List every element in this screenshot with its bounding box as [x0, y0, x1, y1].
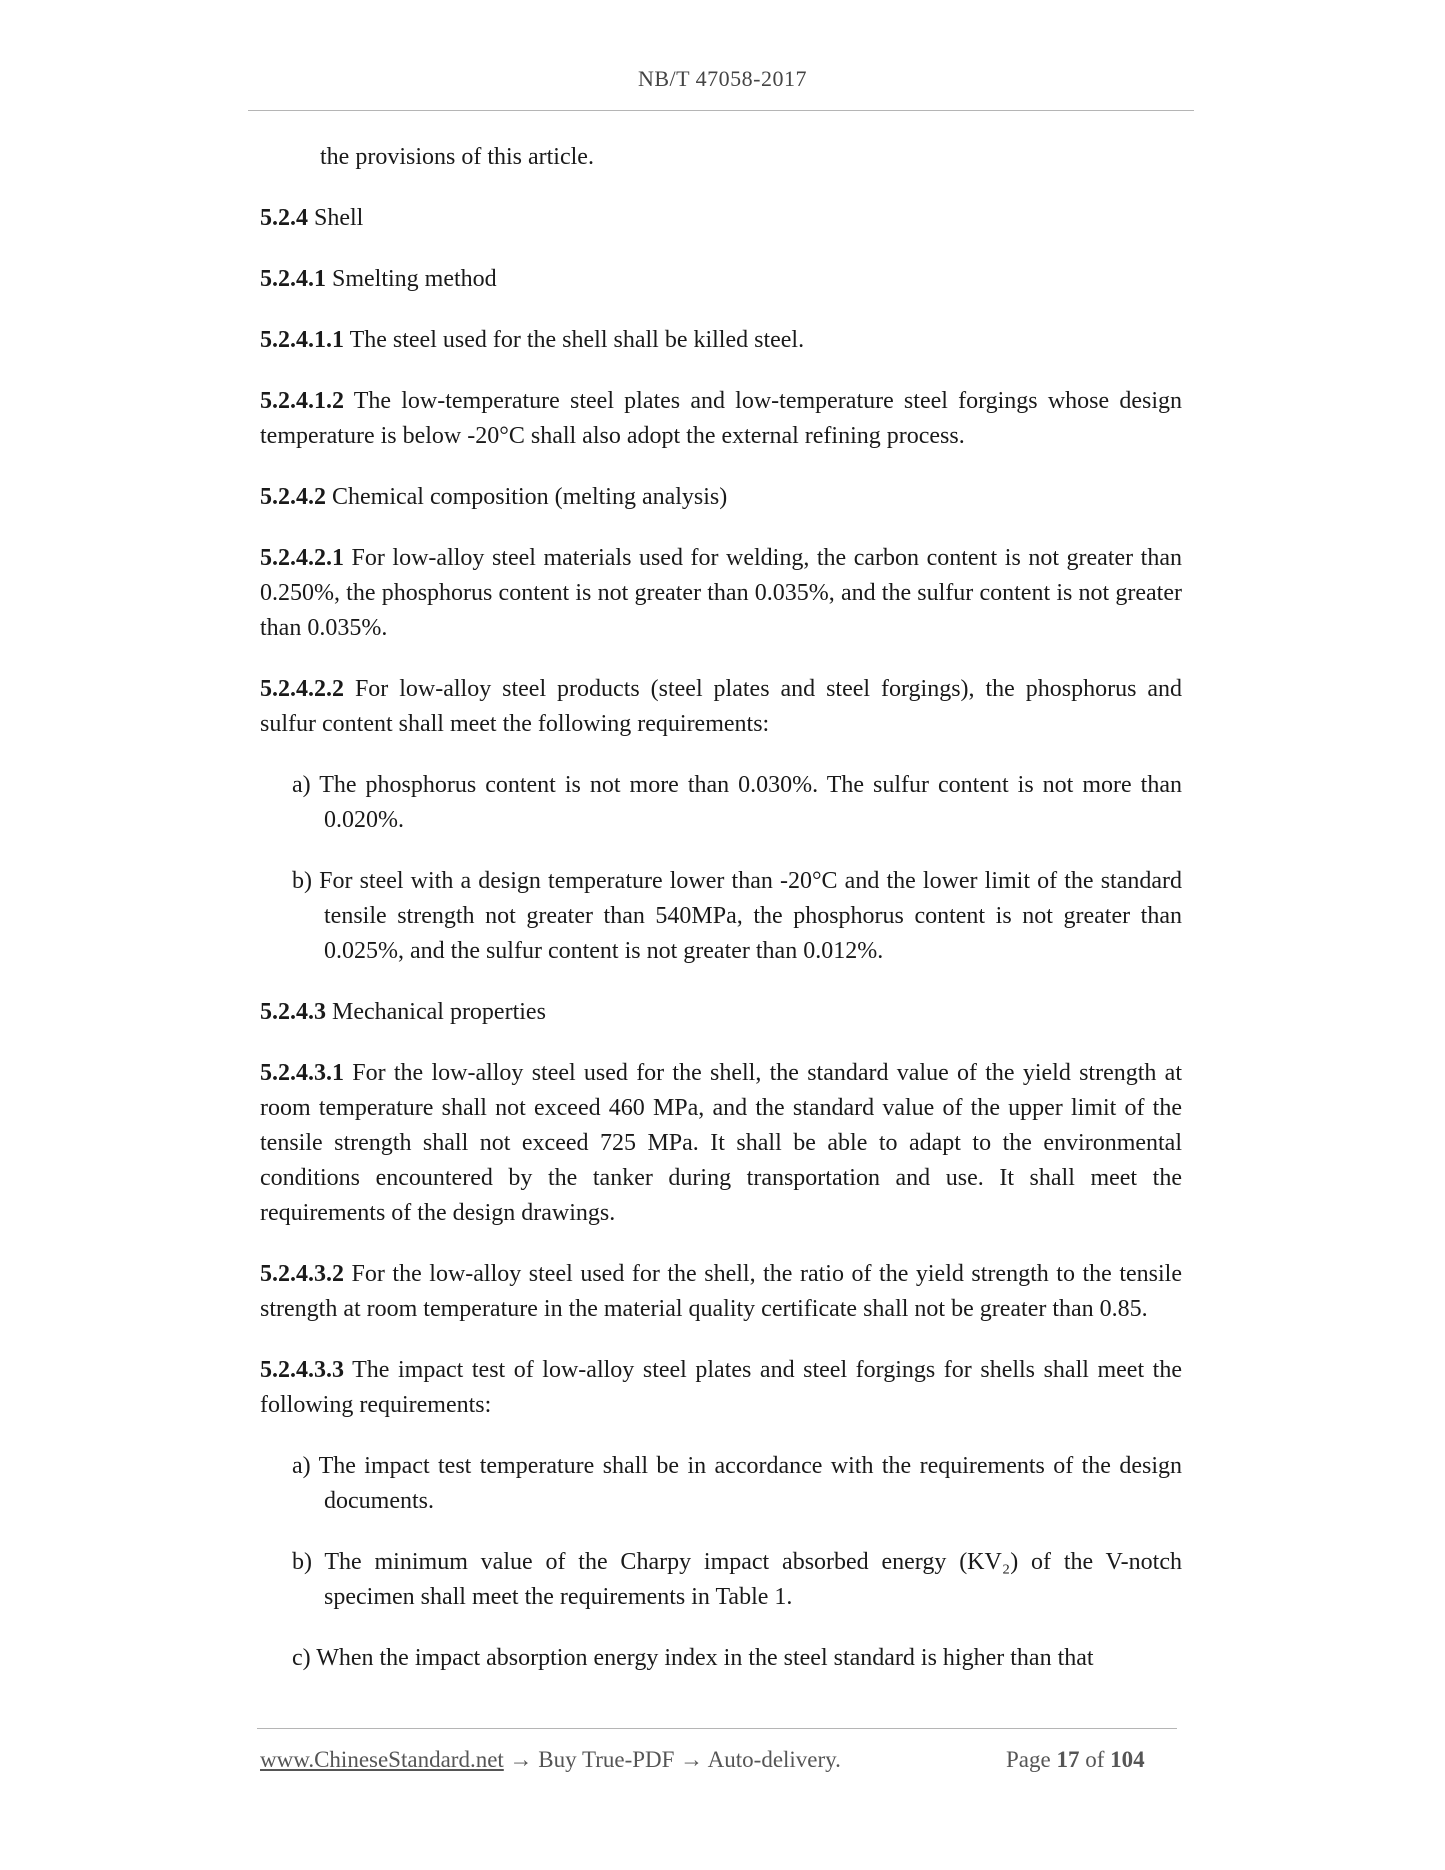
clause-text: The steel used for the shell shall be killed steel.	[344, 327, 805, 353]
footer-divider	[257, 1728, 1177, 1729]
section-5-2-4-3-3	[260, 1353, 1182, 1423]
section-5-2-4	[260, 201, 1182, 236]
section-5-2-4-1-1	[260, 323, 1182, 358]
list-item: b) The minimum value of the Charpy impact absorbed energy (KV₂) of the V-notch specimen shall meet the requirements in Table 1.	[292, 1549, 1182, 1610]
page-number: 17	[1056, 1747, 1080, 1772]
clause-number: 5.2.4.1.2	[260, 388, 344, 414]
section-5-2-4-1-2	[260, 384, 1182, 454]
page-body	[260, 140, 1182, 1702]
clause-text: For the low-alloy steel used for the shell, the ratio of the yield strength to the tensile strength at room temperature in the material quality certificate shall not be greater than 0.85.	[260, 1261, 1182, 1322]
clause-number: 5.2.4.1.1	[260, 327, 344, 353]
section-5-2-4-2-1	[260, 541, 1182, 646]
clause-text: For the low-alloy steel used for the shell, the standard value of the yield strength at room temperature shall not exceed 460 MPa, and the standard value of the upper limit of the tensile strength shall not exceed 725 MPa. It shall be able to adapt to the environmental conditions encountered by the tanker during transportation and use. It shall meet the requirements of the design drawings.	[260, 1060, 1182, 1226]
footer-promo-text: → Buy True-PDF → Auto-delivery.	[503, 1747, 841, 1772]
clause-number: 5.2.4.3.3	[260, 1357, 344, 1383]
clause-number: 5.2.4.2.2	[260, 676, 344, 702]
clause-number: 5.2.4.3.1	[260, 1060, 344, 1086]
list-item: c) When the impact absorption energy index in the steel standard is higher than that	[292, 1645, 1094, 1671]
list-item: b) For steel with a design temperature lower than -20°C and the lower limit of the standard tensile strength not greater than 540MPa, the phosphorus content is not greater than 0.025%, and the sulfur content is not greater than 0.012%.	[292, 868, 1182, 964]
clause-number: 5.2.4.2	[260, 484, 326, 510]
list-item: a) The phosphorus content is not more than 0.030%. The sulfur content is not more than 0.020%.	[292, 772, 1182, 833]
clause-number: 5.2.4	[260, 205, 308, 231]
section-5-2-4-3-1	[260, 1056, 1182, 1231]
clause-text: For low-alloy steel materials used for welding, the carbon content is not greater than 0.250%, the phosphorus content is not greater than 0.035%, and the sulfur content is not greater than 0.035%.	[260, 545, 1182, 641]
clause-number: 5.2.4.2.1	[260, 545, 344, 571]
of-label: of	[1079, 1747, 1111, 1772]
clause-text: The low-temperature steel plates and low-temperature steel forgings whose design temperature is below -20°C shall also adopt the external refining process.	[260, 388, 1182, 449]
section-5-2-4-2	[260, 480, 1182, 515]
page-total: 104	[1110, 1747, 1145, 1772]
section-5-2-4-3-2	[260, 1257, 1182, 1327]
section-5-2-4-2-2	[260, 672, 1182, 742]
clause-text: For low-alloy steel products (steel plates and steel forgings), the phosphorus and sulfur content shall meet the following requirements:	[260, 676, 1182, 737]
page-label: Page	[1006, 1747, 1057, 1772]
website-link[interactable]: www.ChineseStandard.net	[260, 1747, 504, 1772]
header-divider	[248, 110, 1194, 111]
running-header: NB/T 47058-2017	[637, 66, 808, 91]
clause-number: 5.2.4.3	[260, 999, 326, 1025]
clause-text: Chemical composition (melting analysis)	[326, 484, 728, 510]
clause-text: Smelting method	[326, 266, 497, 292]
clause-text: Shell	[308, 205, 364, 231]
section-5-2-4-3	[260, 995, 1182, 1030]
page-counter	[1006, 1747, 1145, 1773]
list-item: a) The impact test temperature shall be in accordance with the requirements of the design documents.	[292, 1453, 1182, 1514]
clause-text: The impact test of low-alloy steel plates and steel forgings for shells shall meet the following requirements:	[260, 1357, 1182, 1418]
clause-number: 5.2.4.3.2	[260, 1261, 344, 1287]
clause-text: Mechanical properties	[326, 999, 546, 1025]
section-5-2-4-1	[260, 262, 1182, 297]
footer-promo	[260, 1747, 841, 1773]
clause-number: 5.2.4.1	[260, 266, 326, 292]
continued-paragraph: the provisions of this article.	[320, 144, 594, 170]
